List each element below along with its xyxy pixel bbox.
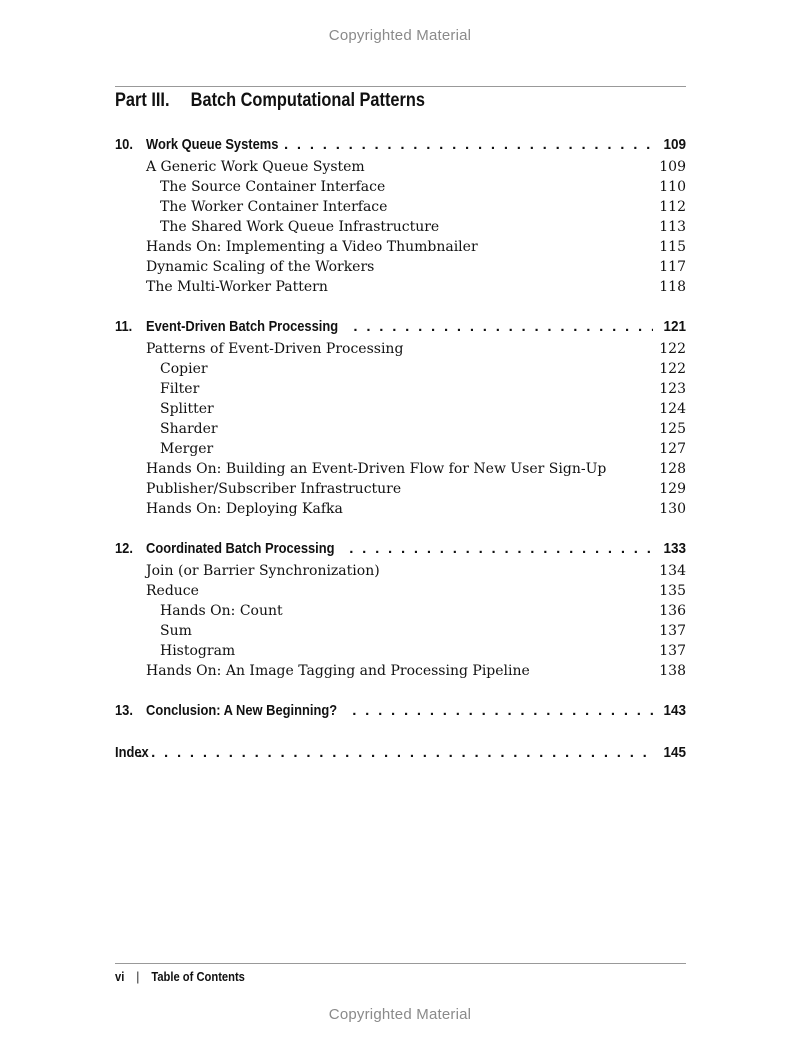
entry-title: The Multi-Worker Pattern	[146, 279, 328, 295]
chapter-heading[interactable]	[115, 699, 686, 723]
entry-page: 137	[659, 643, 686, 659]
entry-page: 134	[659, 563, 686, 579]
entry-page: 117	[659, 259, 686, 275]
chapter-title: Index	[115, 744, 149, 761]
entry-page: 113	[659, 219, 686, 235]
entry-title: Dynamic Scaling of the Workers	[146, 259, 375, 275]
chapter-number: 13.	[115, 702, 133, 719]
toc-entry[interactable]	[115, 601, 686, 621]
entry-page: 109	[659, 159, 686, 175]
toc-entry[interactable]	[115, 177, 686, 197]
chapter-10	[115, 133, 686, 297]
toc-entry[interactable]	[115, 621, 686, 641]
dot-leader	[282, 133, 653, 157]
chapter-title: Event-Driven Batch Processing	[146, 318, 339, 335]
entry-title: Hands On: Deploying Kafka	[146, 501, 343, 517]
footer-page-number: vi	[115, 969, 125, 984]
dot-leader	[351, 315, 653, 339]
toc-entry[interactable]	[115, 581, 686, 601]
entry-page: 135	[659, 583, 686, 599]
footer-separator: |	[136, 969, 140, 984]
toc-entry[interactable]	[115, 641, 686, 661]
toc-entry[interactable]	[115, 237, 686, 257]
entry-title: Join (or Barrier Synchronization)	[146, 563, 380, 579]
chapter-11	[115, 315, 686, 519]
entry-page: 110	[659, 179, 686, 195]
entry-title: Sharder	[160, 421, 218, 437]
entry-title: Copier	[160, 361, 208, 377]
dot-leader	[136, 741, 653, 765]
chapter-page: 109	[663, 136, 686, 153]
toc-entry[interactable]	[115, 439, 686, 459]
entry-title: Hands On: Implementing a Video Thumbnailer	[146, 239, 478, 255]
bottom-divider	[115, 963, 686, 964]
table-of-contents	[115, 133, 686, 765]
entry-page: 136	[659, 603, 686, 619]
dot-leader	[350, 699, 653, 723]
toc-entry[interactable]	[115, 197, 686, 217]
entry-page: 138	[659, 663, 686, 679]
footer-section-title: Table of Contents	[151, 969, 245, 984]
watermark-bottom: Copyrighted Material	[328, 1006, 472, 1023]
entry-page: 112	[659, 199, 686, 215]
chapter-title: Coordinated Batch Processing	[146, 540, 335, 557]
entry-page: 125	[659, 421, 686, 437]
chapter-number: 11.	[115, 318, 133, 335]
chapter-number: 10.	[115, 136, 133, 153]
part-title: Batch Computational Patterns	[190, 90, 425, 111]
entry-title: The Shared Work Queue Infrastructure	[160, 219, 440, 235]
toc-entry[interactable]	[115, 561, 686, 581]
entry-title: Merger	[160, 441, 214, 457]
entry-page: 128	[659, 461, 686, 477]
toc-entry[interactable]	[115, 499, 686, 519]
entry-page: 123	[659, 381, 686, 397]
index-entry	[115, 741, 686, 765]
toc-entry[interactable]	[115, 661, 686, 681]
entry-title: Sum	[160, 623, 192, 639]
chapter-heading[interactable]	[115, 133, 686, 157]
chapter-heading[interactable]	[115, 537, 686, 561]
chapter-page: 145	[663, 744, 686, 761]
entry-page: 122	[659, 361, 686, 377]
top-divider	[115, 86, 686, 87]
toc-entry[interactable]	[115, 257, 686, 277]
entry-page: 137	[659, 623, 686, 639]
entry-title: Histogram	[160, 643, 236, 659]
toc-entry[interactable]	[115, 459, 686, 479]
entry-title: Hands On: Building an Event-Driven Flow for New User Sign-Up	[146, 461, 607, 477]
entry-title: Publisher/Subscriber Infrastructure	[146, 481, 402, 497]
entry-title: Splitter	[160, 401, 214, 417]
toc-entry[interactable]	[115, 479, 686, 499]
toc-entry[interactable]	[115, 157, 686, 177]
entry-page: 122	[659, 341, 686, 357]
part-number: Part III.	[115, 90, 170, 111]
chapter-title: Conclusion: A New Beginning?	[146, 702, 338, 719]
chapter-title: Work Queue Systems	[146, 136, 279, 153]
chapter-12	[115, 537, 686, 681]
entry-title: Hands On: An Image Tagging and Processing Pipeline	[146, 663, 530, 679]
chapter-page: 121	[663, 318, 686, 335]
watermark-top: Copyrighted Material	[328, 27, 472, 44]
chapter-heading[interactable]	[115, 315, 686, 339]
page-footer	[115, 969, 245, 984]
chapter-page: 143	[663, 702, 686, 719]
entry-page: 129	[659, 481, 686, 497]
entry-title: A Generic Work Queue System	[146, 159, 365, 175]
toc-entry[interactable]	[115, 339, 686, 359]
toc-entry[interactable]	[115, 217, 686, 237]
toc-entry[interactable]	[115, 379, 686, 399]
toc-entry[interactable]	[115, 399, 686, 419]
entry-title: The Source Container Interface	[160, 179, 386, 195]
entry-page: 124	[659, 401, 686, 417]
entry-page: 127	[659, 441, 686, 457]
toc-entry[interactable]	[115, 419, 686, 439]
entry-page: 115	[659, 239, 686, 255]
toc-entry[interactable]	[115, 277, 686, 297]
chapter-13	[115, 699, 686, 723]
entry-page: 130	[659, 501, 686, 517]
toc-entry[interactable]	[115, 359, 686, 379]
chapter-number: 12.	[115, 540, 133, 557]
entry-title: Hands On: Count	[160, 603, 283, 619]
chapter-page: 133	[663, 540, 686, 557]
chapter-heading[interactable]	[115, 741, 686, 765]
entry-title: The Worker Container Interface	[160, 199, 388, 215]
entry-page: 118	[659, 279, 686, 295]
dot-leader	[347, 537, 653, 561]
entry-title: Reduce	[146, 583, 199, 599]
entry-title: Patterns of Event-Driven Processing	[146, 341, 404, 357]
part-heading	[115, 90, 425, 112]
entry-title: Filter	[160, 381, 200, 397]
